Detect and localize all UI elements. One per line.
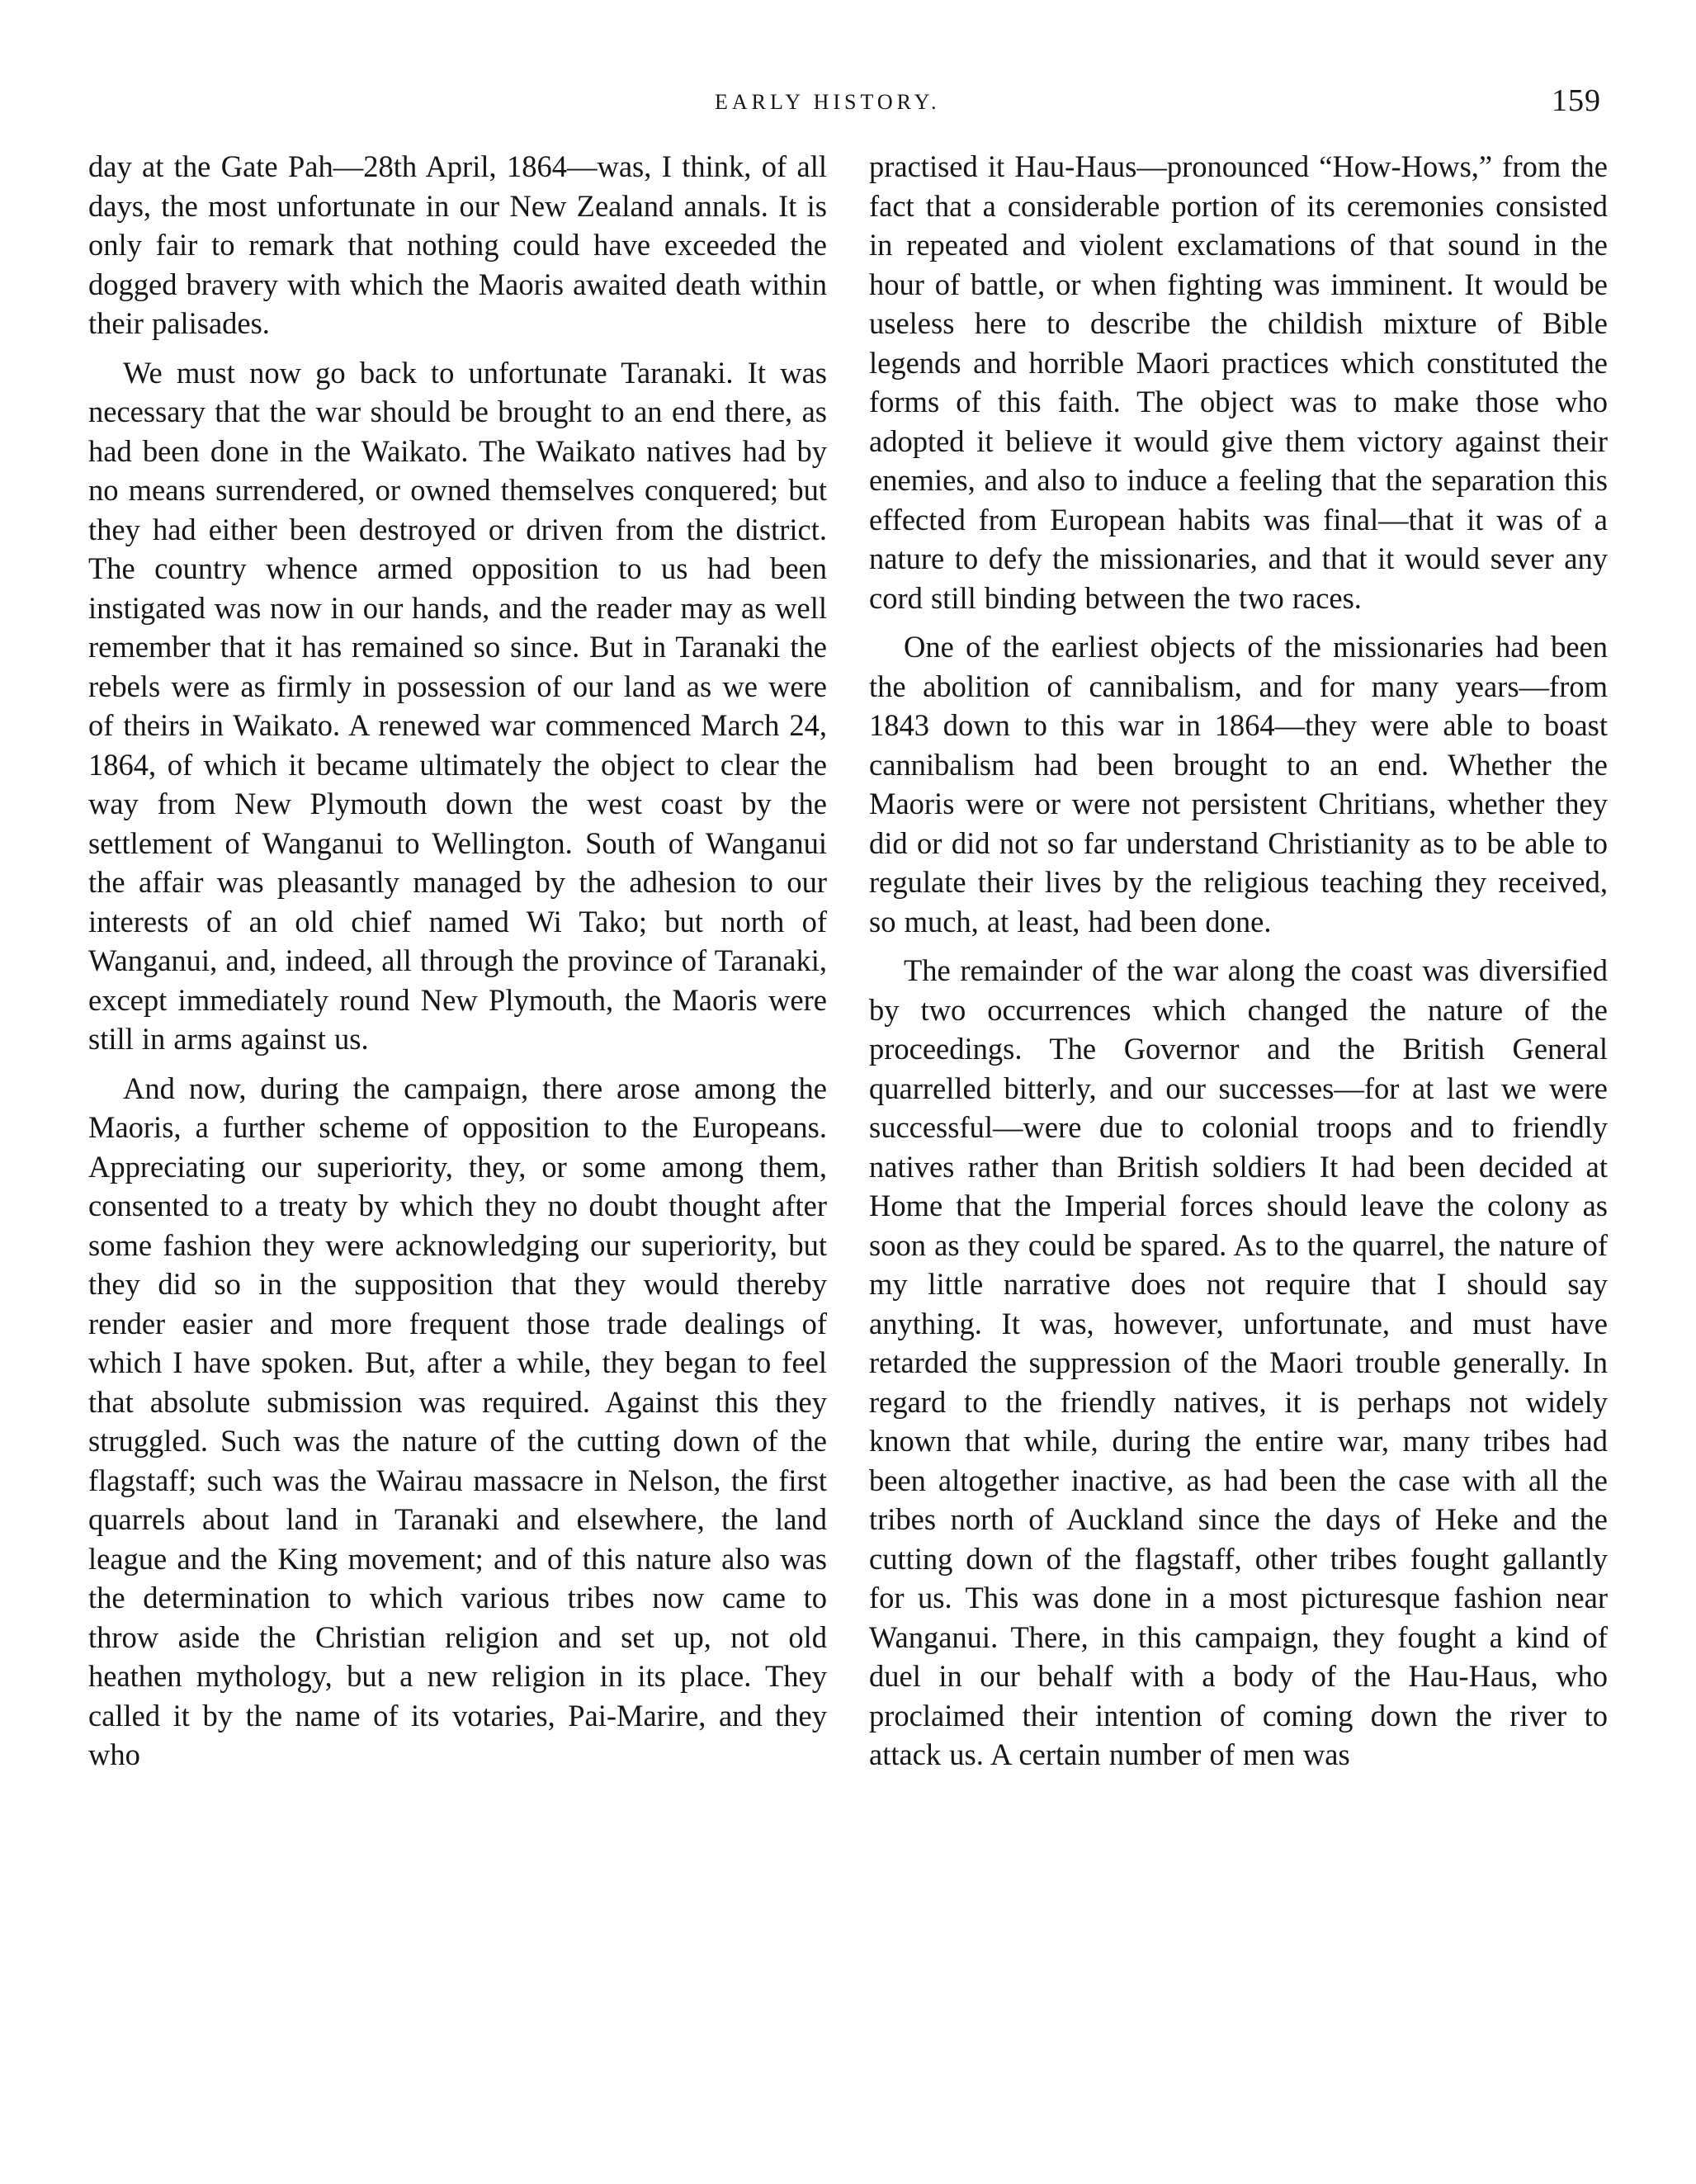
left-column [88,147,827,1775]
paragraph: And now, during the campaign, there arose among the Maoris, a further scheme of opposition to the Europeans. Appreciating our superiority, they, or some among them, consented to a treaty by which they no doubt thought after some fashion they were acknowledging our superiority, but they did so in the supposition that they would thereby render easier and more frequent those trade dealings of which I have spoken. But, after a while, they began to feel that absolute submission was required. Against this they struggled. Such was the nature of the cutting down of the flagstaff; such was the Wairau massacre in Nelson, the first quarrels about land in Taranaki and elsewhere, the land league and the King movement; and of this nature also was the determination to which various tribes now came to throw aside the Christian religion and set up, not old heathen mythology, but a new religion in its place. They called it by the name of its votaries, Pai-Marire, and they who [88,1071,827,1771]
paragraph: One of the earliest objects of the missionaries had been the abolition of cannibalism, and for many years—from 1843 down to this war in 1864—they were able to boast cannibalism had been brought to an end. Whether the Maoris were or were not persistent Chritians, whether they did or did not so far understand Christianity as to be able to regulate their lives by the religious teaching they received, so much, at least, had been done. [869,630,1608,938]
paragraph: day at the Gate Pah—28th April, 1864—was, I think, of all days, the most unfortunate in our New Zealand annals. It is only fair to remark that nothing could have exceeded the dogged bravery with which the Maoris awaited death within their palisades. [88,149,827,340]
paragraph: We must now go back to unfortunate Taranaki. It was necessary that the war should be brought to an end there, as had been done in the Waikato. The Waikato natives had by no means surrendered, or owned themselves conquered; but they had either been destroyed or driven from the district. The country whence armed opposition to us had been instigated was now in our hands, and the reader may as well remember that it has remained so since. But in Taranaki the rebels were as firmly in possession of our land as we were of theirs in Waikato. A renewed war commenced March 24, 1864, of which it became ultimately the object to clear the way from New Plymouth down the west coast by the settlement of Wanganui to Wellington. South of Wanganui the affair was pleasantly managed by the adhesion to our interests of an old chief named Wi Tako; but north of Wanganui, and, indeed, all through the province of Taranaki, except immediately round New Plymouth, the Maoris were still in arms against us. [88,355,827,1056]
running-header [0,83,1696,119]
page-number: 159 [1552,83,1601,118]
paragraph: practised it Hau-Haus—pronounced “How-Hows,” from the fact that a considerable portion of its ceremonies consisted in repeated and violent exclamations of that sound in the hour of battle, or when fighting was imminent. It would be useless here to describe the childish mixture of Bible legends and horrible Maori practices which constituted the forms of this faith. The object was to make those who adopted it believe it would give them victory against their enemies, and also to induce a feeling that the separation this effected from European habits was final—that it was of a nature to defy the missionaries, and that it would sever any cord still binding between the two races. [869,149,1608,615]
running-title: EARLY HISTORY. [715,90,941,114]
right-column [869,147,1608,1775]
paragraph: The remainder of the war along the coast was diversified by two occurrences which changed the nature of the proceedings. The Governor and the British General quarrelled bitterly, and our successes—for at last we were successful—were due to colonial troops and to friendly natives rather than British soldiers It had been decided at Home that the Imperial forces should leave the colony as soon as they could be spared. As to the quarrel, the nature of my little narrative does not require that I should say anything. It was, however, unfortunate, and must have retarded the suppression of the Maori trouble generally. In regard to the friendly natives, it is perhaps not widely known that while, during the entire war, many tribes had been altogether inactive, as had been the case with all the tribes north of Auckland since the days of Heke and the cutting down of the flagstaff, other tribes fought gallantly for us. This was done in a most picturesque fashion near Wanganui. There, in this campaign, they fought a kind of duel in our behalf with a body of the Hau-Haus, who proclaimed their intention of coming down the river to attack us. A certain number of men was [869,953,1608,1771]
